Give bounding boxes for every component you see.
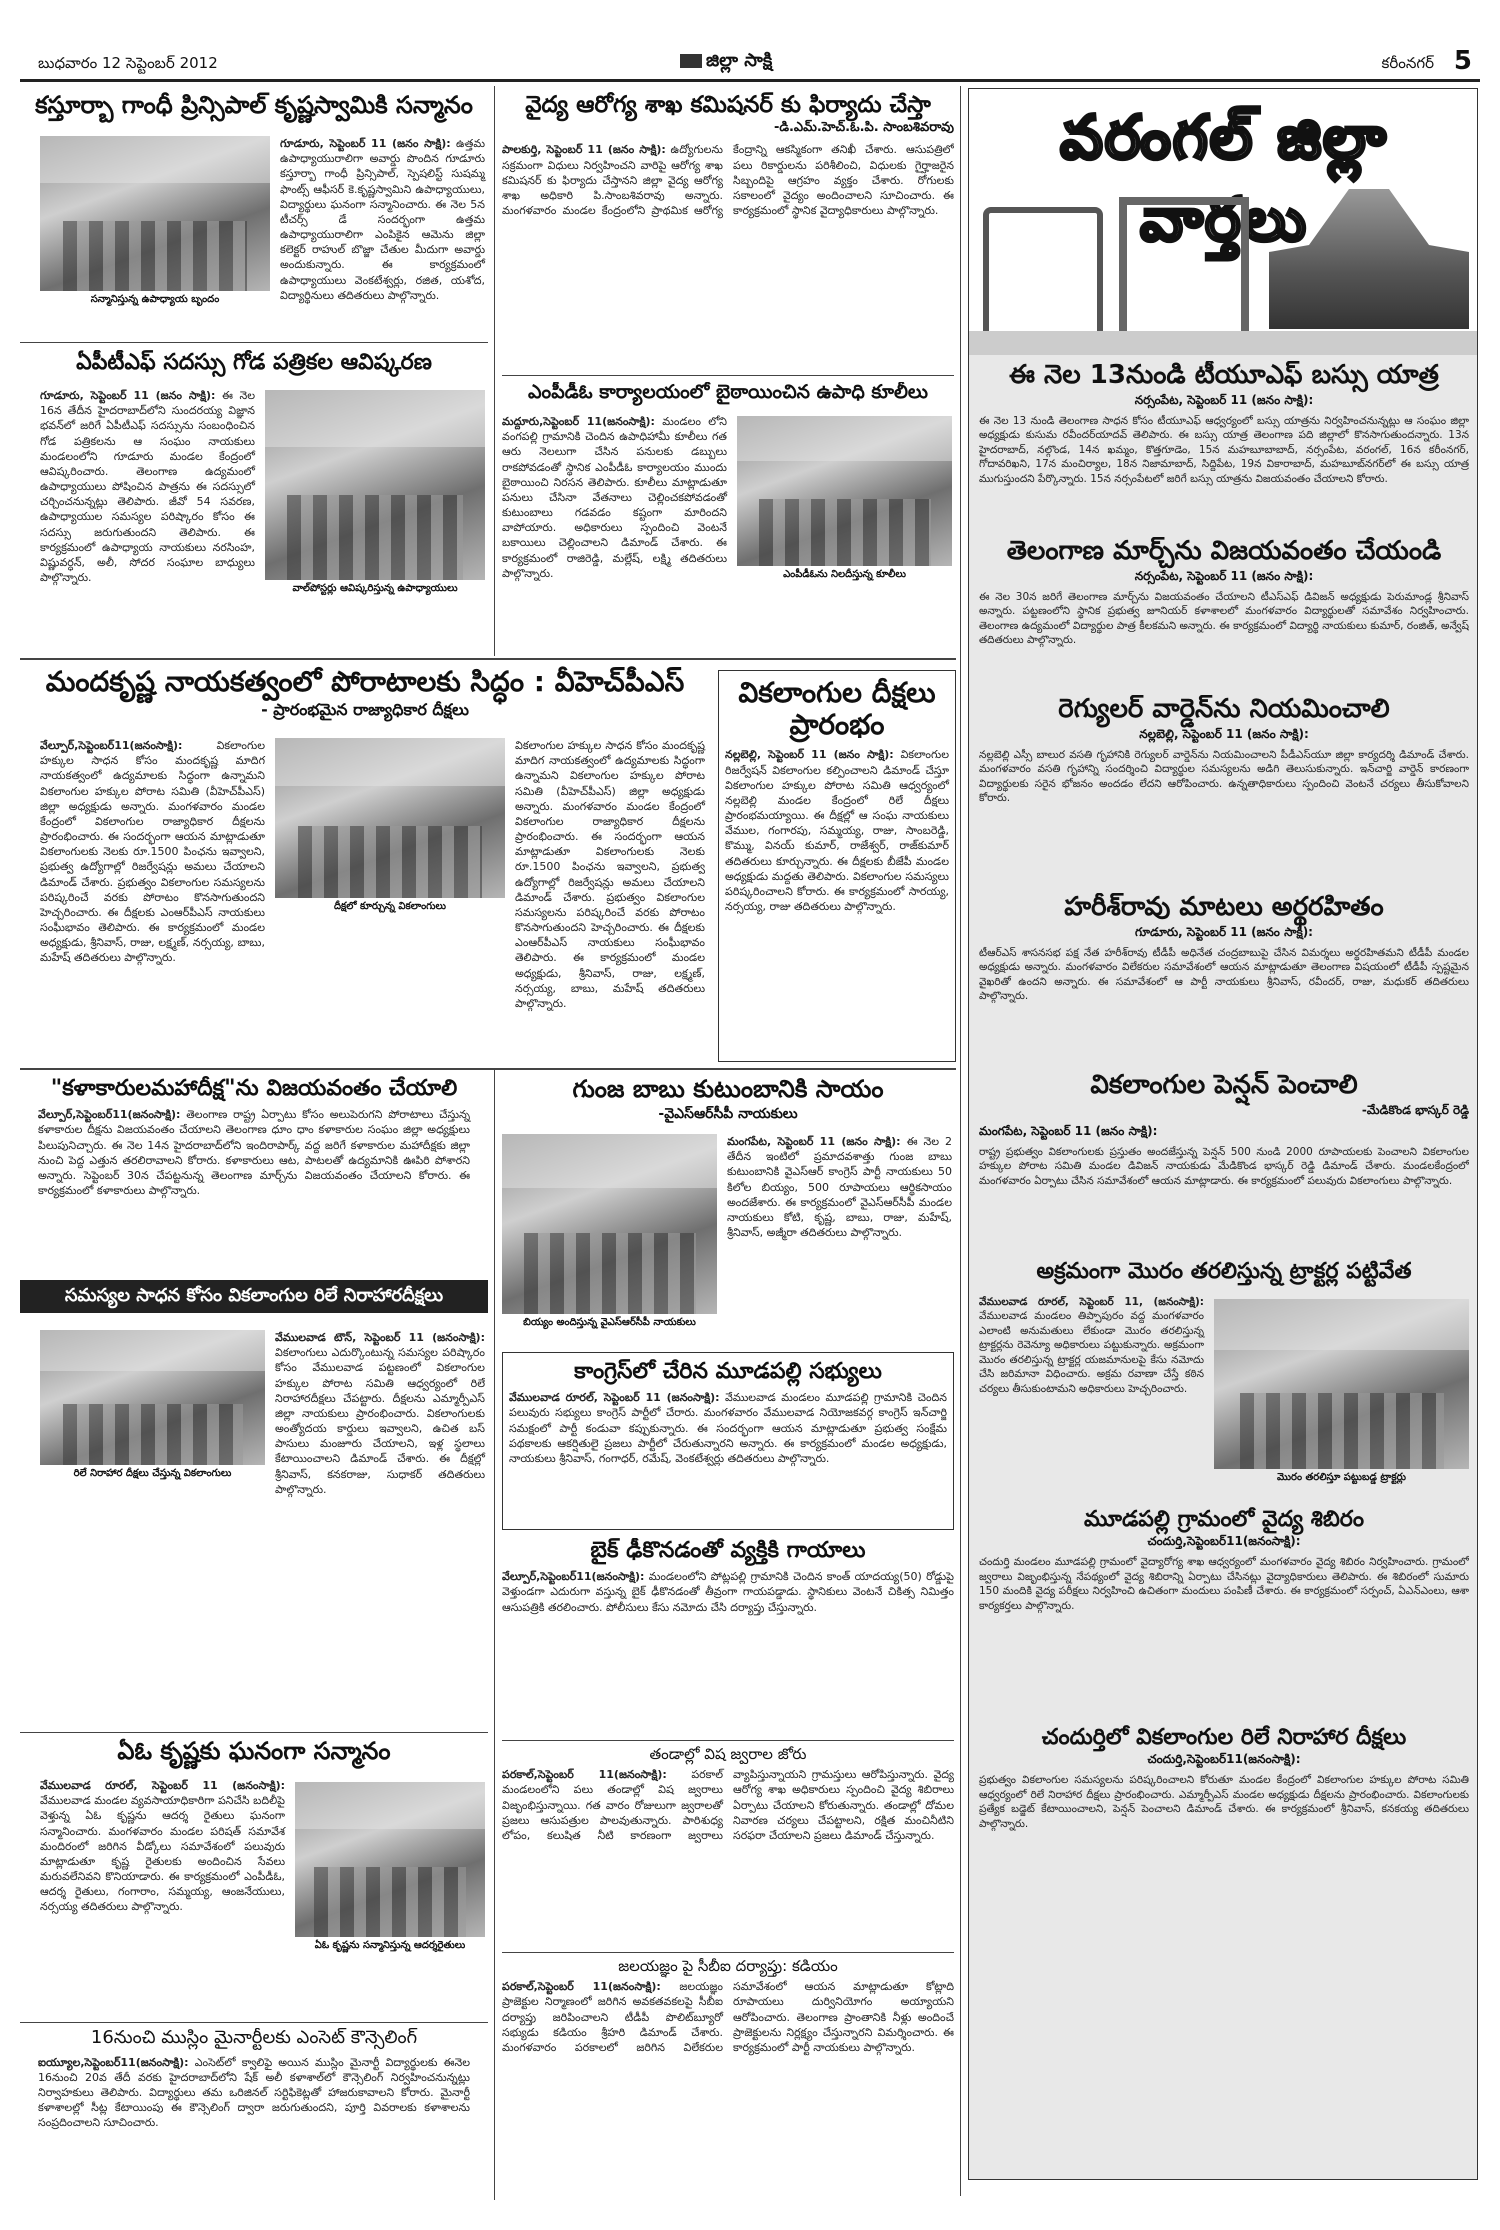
story-body [727,1134,952,1240]
body-text: తెలంగాణ రాష్ట్ర ఏర్పాటు కోసం అలుపెరుగని పోరాటాలు చేస్తున్న కళాకారుల దీక్షను విజయవంతం చేయాలని తెలంగాణ ధూం ధాం కళాకారుల సంఘం జిల్లా అధ్యక్షులు పిలుపునిచ్చారు. ఈ నెల 14న హైదరాబాద్‌లోని ఇందిరాపార్క్ వద్ద జరిగే కళాకారుల మహాదీక్షకు జిల్లా నుంచి పెద్ద ఎత్తున తరలిరావాలని కోరారు. కళాకారులు ఆట, పాటలతో ఉద్యమానికి ఊపిరి పోశారని అన్నారు. సెప్టెంబర్ 30న చేపట్టనున్న తెలంగాణ మార్చ్‌ను విజయవంతం చేయాలని కోరారు. ఈ కార్యక్రమంలో కళాకారులు పాల్గొన్నారు. [38,1108,470,1198]
ground-strip [969,331,1478,355]
caption: ఏఓ కృష్ణను సన్మానిస్తున్న ఆదర్శరైతులు [314,1940,466,1951]
body-text-cont: వికలాంగుల హక్కుల సాధన కోసం మందకృష్ణ మాదిగ నాయకత్వంలో ఉద్యమాలకు సిద్ధంగా ఉన్నామని వికలాంగుల హక్కుల పోరాట సమితి (వీహెచ్‌పీఎస్) జిల్లా అధ్యక్షుడు అన్నారు. మంగళవారం మండల కేంద్రంలో వికలాంగుల రాజ్యాధికార దీక్షలను ప్రారంభించారు. ఈ సందర్భంగా ఆయన మాట్లాడుతూ వికలాంగులకు నెలకు రూ.1500 పింఛను ఇవ్వాలని, ప్రభుత్వ ఉద్యోగాల్లో రిజర్వేషన్లు అమలు చేయాలని డిమాండ్ చేశారు. ప్రభుత్వం వికలాంగుల సమస్యలను పరిష్కరించే వరకు పోరాటం కొనసాగుతుందని హెచ్చరించారు. ఈ దీక్షలకు ఎంఆర్‌పీఎస్ నాయకులు సంఘీభావం తెలిపారు. ఈ కార్యక్రమంలో మండల అధ్యక్షుడు, శ్రీనివాస్, రాజు, లక్ష్మణ్, నర్సయ్య, బాబు, మహేష్ తదితరులు పాల్గొన్నారు. [515,739,705,1010]
headline: తెలంగాణ మార్చ్‌ను విజయవంతం చేయండి [1006,537,1442,566]
headline: కాంగ్రెస్‌లో చేరిన మూడపల్లి సభ్యులు [574,1359,882,1384]
brand-logo-icon [680,54,702,68]
story-body [275,1330,485,1720]
caption: సన్మానిస్తున్న ఉపాధ్యాయ బృందం [90,294,220,305]
photo [295,1782,485,1937]
headline: 16నుంచి ముస్లిం మైనార్టీలకు ఎంసెట్ కౌన్సెలింగ్ [90,2028,418,2048]
issue-date: బుధవారం 12 సెప్టెంబర్ 2012 [38,54,218,72]
page-number: 5 [1453,46,1472,76]
story-body [20,2055,488,2131]
story-body [20,1107,488,1198]
headline: "కళాకారులమహాదీక్ష"ను విజయవంతం చేయాలి [50,1076,458,1101]
headline: ఈ నెల 13నుండి టీయూఎఫ్ బస్సు యాత్ర [1009,361,1439,390]
story-artists [20,1076,488,1276]
body-text: పరకాల్ మండలంలోని పలు తండాల్లో విష జ్వరాలు విజృంభిస్తున్నాయి. గత వారం రోజులుగా జ్వరాలతో ప్రజలు ఆసుపత్రుల పాలవుతున్నారు. పారిశుధ్య లోపం, కలుషిత నీటి కారణంగా జ్వరాలు వ్యాపిస్తున్నాయని గ్రామస్తులు ఆరోపిస్తున్నారు. వైద్య ఆరోగ్య శాఖ అధికారులు స్పందించి వైద్య శిబిరాలు ఏర్పాటు చేయాలని కోరుతున్నారు. తండాల్లో దోమల నివారణ చర్యలు చేపట్టాలని, రక్షిత మంచినీటిని సరఫరా చేయాలని ప్రజలు డిమాండ్ చేస్తున్నారు. [502,1768,954,1842]
body-text: ఈ నెల 2 తేదీన ఇంటిలో ప్రమాదవశాత్తు గుంజ బాబు కుటుంబానికి వైఎస్ఆర్ కాంగ్రెస్ పార్టీ నాయకులు 50 కిలోల బియ్యం, 500 రూపాయలు ఆర్థికసాయం అందజేశారు. ఈ కార్యక్రమంలో వైఎస్ఆర్‌సీపీ మండల నాయకులు కోటి, కృష్ణ, బాబు, రాజు, మహేష్, శ్రీనివాస్, అజ్మీరా తదితరులు పాల్గొన్నారు. [727,1135,953,1240]
dateline: పరకాల్,సెప్టెంబర్ 11(జనంసాక్షి): [502,1768,667,1782]
sidebar-story [979,1071,1469,1251]
body-text: ఈ నెల 13 నుండి తెలంగాణ సాధన కోసం టీయూఎఫ్ ఆధ్వర్యంలో బస్సు యాత్రను నిర్వహించనున్నట్లు ఆ సంఘం జిల్లా అధ్యక్షుడు కుసుమ రవీందర్‌యాదవ్ తెలిపారు. ఈ బస్సు యాత్ర తెలంగాణ పది జిల్లాలో కొనసాగుతుందన్నారు. 13న హైదరాబాద్, నల్గొండ, 14న ఖమ్మం, కొత్తగూడెం, 15న మహబూబాబాద్, నర్సంపేట, వరంగల్, 16న కరీంనగర్, గోదావరిఖని, 17న మంచిర్యాల, 18న నిజామాబాద్, సిద్దిపేట, 19న వికారాబాద్, మహబూబ్‌నగర్‌లో ఈ బస్సు యాత్ర ముగుస్తుందని పేర్కొన్నారు. 15న నర్సంపేటలో జరిగే బస్సు యాత్రను విజయవంతం చేయాలని కోరారు. [979,414,1469,485]
story-mpdo-protest [502,382,954,652]
kakatiya-arch-icon [983,207,1103,331]
body-text: రాష్ట్ర ప్రభుత్వం వికలాంగులకు ప్రస్తుతం అందజేస్తున్న పెన్షన్ 500 నుండి 2000 రూపాయలకు పెంచాలని వికలాంగుల హక్కుల పోరాట సమితి మండల డివిజన్ నాయకుడు మేడికొండ భాస్కర్ రెడ్డి డిమాండ్ చేశారు. మండలకేంద్రంలో మంగళవారం ఏర్పాటు చేసిన సమావేశంలో ఆయన మాట్లాడారు. ఈ కార్యక్రమంలో పలువురు వికలాంగులు పాల్గొన్నారు. [979,1145,1469,1187]
story-body [979,1295,1204,1396]
headline: ఏఓ కృష్ణకు ఘనంగా సన్మానం [117,1738,391,1765]
body-text: వికలాంగులు ఎదుర్కొంటున్న సమస్యల పరిష్కారం కోసం వేములవాడ పట్టణంలో వికలాంగుల హక్కుల పోరాట సమితి ఆధ్వర్యంలో రిలే నిరాహారదీక్షలు చేపట్టారు. దీక్షలను ఎమ్మార్పీఎస్ జిల్లా నాయకులు ప్రారంభించారు. వికలాంగులకు అంత్యోదయ కార్డులు ఇవ్వాలని, ఉచిత బస్ పాసులు మంజూరు చేయాలని, ఇళ్ల స్థలాలు కేటాయించాలని డిమాండ్ చేశారు. ఈ దీక్షల్లో శ్రీనివాస్, కనకరాజు, సుధాకర్ తదితరులు పాల్గొన్నారు. [275,1346,485,1496]
byline: -డి.ఎమ్.హెచ్.ఓ.పి. సాంబశివరావు [773,120,954,136]
tractor-photo [1214,1299,1469,1469]
dateline: వేములవాడ రూరల్, సెప్టెంబర్ 11, (జనంసాక్షి): [979,1296,1204,1308]
dateline: నర్సంపేట, సెప్టెంబర్ 11 (జనం సాక్షి): [1134,568,1314,583]
headline: ఎంపీడీఓ కార్యాలయంలో బైఠాయించిన ఉపాధి కూలీలు [528,382,928,403]
brand-name: జిల్లా సాక్షి [706,50,773,71]
body-text: జలయజ్ఞం ప్రాజెక్టుల నిర్మాణంలో జరిగిన అవకతవకలపై సీబీఐ దర్యాప్తు జరిపించాలని టీడీపీ పొలిట్‌బ్యూరో సభ్యుడు కడియం శ్రీహరి డిమాండ్ చేశారు. మంగళవారం పరకాలలో జరిగిన విలేకరుల సమావేశంలో ఆయన మాట్లాడుతూ కోట్లాది రూపాయలు దుర్వినియోగం అయ్యాయని ఆరోపించారు. తెలంగాణ ప్రాంతానికి నీళ్లు అందించే ప్రాజెక్టులను నిర్లక్ష్యం చేస్తున్నారని విమర్శించారు. ఈ కార్యక్రమంలో పార్టీ నాయకులు పాల్గొన్నారు. [502,1980,954,2054]
masthead [20,20,1480,82]
story-kasturba [20,92,488,342]
body-text: ఉద్యోగులను సక్రమంగా విధులు నిర్వహించని వారిపై ఆరోగ్య శాఖ కమిషనర్ కు ఫిర్యాదు చేస్తానని జిల్లా వైద్య ఆరోగ్య శాఖ అధికారి పి.సాంబశివరావు అన్నారు. మంగళవారం మండల కేంద్రంలోని ప్రాథమిక ఆరోగ్య కేంద్రాన్ని ఆకస్మికంగా తనిఖీ చేశారు. ఆసుపత్రిలో పలు రికార్డులను పరిశీలించి, విధులకు గైర్హాజరైన సిబ్బందిపై ఆగ్రహం వ్యక్తం చేశారు. రోగులకు సకాలంలో వైద్యం అందించాలని సూచించారు. ఈ కార్యక్రమంలో స్థానిక వైద్యాధికారులు పాల్గొన్నారు. [502,143,954,218]
body-text: చందుర్తి మండలం మూడపల్లి గ్రామంలో వైద్యారోగ్య శాఖ ఆధ్వర్యంలో మంగళవారం వైద్య శిబిరం నిర్వహించారు. గ్రామంలో జ్వరాలు విజృంభిస్తున్న నేపథ్యంలో వైద్య శిబిరాన్ని ఏర్పాటు చేసినట్లు వైద్యాధికారులు తెలిపారు. ఈ శిబిరంలో సుమారు 150 మందికి వైద్య పరీక్షలు నిర్వహించి ఉచితంగా మందులు పంపిణీ చేశారు. ఈ కార్యక్రమంలో సర్పంచ్, ఏఎన్ఎంలు, ఆశా కార్యకర్తలు పాల్గొన్నారు. [979,1556,1469,1612]
headline: సమస్యల సాధన కోసం వికలాంగుల రిలే నిరాహారదీక్షలు [20,1280,488,1313]
dateline: వేములవాడ రూరల్, సెప్టెంబర్ 11 (జనంసాక్షి): [40,1779,285,1792]
story-bike-accident [502,1538,954,1668]
caption: ఎంపీడీఓను నిలదీస్తున్న కూలీలు [783,569,906,580]
headline: జలయజ్ఞం పై సీబీఐ దర్యాప్తు: కడియం [618,1958,838,1975]
dateline: వేల్పూర్,సెప్టెంబర్11(జనంసాక్షి): [502,1570,645,1584]
photo [265,390,485,580]
body-text: మండలం లోని వంగపల్లి గ్రామానికి చెందిన ఉపాధిహామీ కూలీలు గత ఆరు నెలలుగా చేసిన పనులకు డబ్బులు రాకపోవడంతో స్థానిక ఎంపీడీఓ కార్యాలయం ముందు బైఠాయించి నిరసన తెలిపారు. కూలీలు మాట్లాడుతూ పనులు చేసినా వేతనాలు చెల్లించకపోవడంతో కుటుంబాలు గడవడం కష్టంగా మారిందని వాపోయారు. అధికారులు స్పందించి వెంటనే బకాయిలు చెల్లించాలని డిమాండ్ చేశారు. ఈ కార్యక్రమంలో రాజిరెడ్డి, మల్లేష్, లక్ష్మి తదితరులు పాల్గొన్నారు. [502,415,728,580]
dateline: గూడూరు, సెప్టెంబర్ 11 (జనం సాక్షి): [280,137,451,150]
body-text: నల్లబెల్లి ఎస్సీ బాలుర వసతి గృహానికి రెగ్యులర్ వార్డెన్‌ను నియమించాలని పీడీఎస్‌యూ జిల్లా కార్యదర్శి డిమాండ్ చేశారు. మంగళవారం వసతి గృహాన్ని సందర్శించి విద్యార్థుల సమస్యలను అడిగి తెలుసుకున్నారు. ఇన్‌చార్జి వార్డెన్ కారణంగా విద్యార్థులకు సరైన భోజనం అందడం లేదని ఆరోపించారు. ఉన్నతాధికారులు స్పందించి వెంటనే చర్యలు తీసుకోవాలని కోరారు. [979,748,1469,805]
photo [502,1134,717,1314]
photo [275,738,505,898]
dateline: గూడూరు, సెప్టెంబర్ 11 (జనం సాక్షి): [1135,924,1313,939]
story-fevers [502,1746,954,1946]
dateline: గూడూరు, సెప్టెంబర్ 11 (జనం సాక్షి): [40,389,216,402]
caption: వాల్‌పోస్టర్లు ఆవిష్కరిస్తున్న ఉపాధ్యాయులు [292,583,458,594]
headline: హరీశ్‌రావు మాటలు అర్థరహితం [1064,893,1384,922]
headline: మూడపల్లి గ్రామంలో వైద్య శిబిరం [1083,1507,1364,1532]
headline: రెగ్యులర్ వార్డెన్‌ను నియమించాలి [1058,695,1390,724]
caption: రిలే నిరాహార దీక్షలు చేస్తున్న వికలాంగులు [73,1468,232,1479]
dateline: నల్లబెల్లి, సెప్టెంబర్ 11 (జనం సాక్షి): [1139,726,1309,741]
dateline: వేల్పూర్,సెప్టెంబర్11(జనంసాక్షి): [40,739,183,752]
story-body [502,142,954,352]
dateline: వేములవాడ రూరల్, సెప్టెంబర్ 11 (జనంసాక్షి): [509,1391,720,1405]
story-body [40,388,255,585]
body-text: ఎంసెట్‌లో క్వాలిఫై అయిన ముస్లిం మైనార్టీ విద్యార్థులకు ఈనెల 16నుంచి 20వ తేదీ వరకు హైదరాబాద్‌లోని షేక్ అలీ కళాశాల్‌లో కౌన్సెలింగ్ నిర్వహించనున్నట్లు నిర్వాహకులు తెలిపారు. విద్యార్థులు తమ ఒరిజినల్ సర్టిఫికెట్లతో హాజరుకావాలని కోరారు. మైనార్టీ కళాశాలల్లో సీట్ల కేటాయింపు ఈ కౌన్సెలింగ్ ద్వారా జరుగుతుందని, పూర్తి వివరాలకు కళాశాలను సంప్రదించాలని సూచించారు. [38,2055,470,2130]
caption: దీక్షలో కూర్చున్న వికలాంగులు [333,901,447,912]
story-disabled-protest [718,670,956,1062]
dateline: నర్సంపేట, సెప్టెంబర్ 11 (జనం సాక్షి): [1134,392,1314,407]
body-text: ప్రభుత్వం వికలాంగుల సమస్యలను పరిష్కరించాలని కోరుతూ మండల కేంద్రంలో వికలాంగుల హక్కుల పోరాట సమితి ఆధ్వర్యంలో రిలే నిరాహార దీక్షలు ప్రారంభించారు. ఎమ్మార్పీఎస్ మండల అధ్యక్షుడు దీక్షలను ప్రారంభించారు. వికలాంగులకు ప్రత్యేక బడ్జెట్ కేటాయించాలని, పెన్షన్ పెంచాలని డిమాండ్ చేశారు. ఈ కార్యక్రమంలో శ్రీనివాస్, కనకయ్య తదితరులు పాల్గొన్నారు. [979,1774,1469,1830]
headline: కస్తూర్బా గాంధీ ప్రిన్సిపాల్ కృష్ణస్వామికి సన్మానం [35,92,473,119]
sidebar-story [979,893,1469,1063]
story-body [502,1979,954,2189]
byline: -మేడికొండ భాస్కర్ రెడ్డి [1361,1102,1469,1117]
story-relay-hunger [20,1280,488,1728]
sidebar-story [979,1507,1469,1717]
dateline: చందుర్తి,సెప్టెంబర్11(జనంసాక్షి): [1147,1752,1301,1767]
story-gunja-babu [502,1076,954,1344]
story-body [502,414,727,581]
dateline: మద్దూరు,సెప్టెంబర్ 11(జనంసాక్షి): [502,415,655,428]
headline: వికలాంగుల పెన్షన్ పెంచాలి [1090,1071,1358,1100]
body-text: వేములవాడ మండల వ్యవసాయాధికారిగా పనిచేసి బదిలీపై వెళ్తున్న ఏఓ కృష్ణను ఆదర్శ రైతులు ఘనంగా సన్మానించారు. మంగళవారం మండల పరిషత్ సమావేశ మందిరంలో జరిగిన వీడ్కోలు సమావేశంలో పలువురు మాట్లాడుతూ కృష్ణ రైతులకు అందించిన సేవలు మరువలేనివని కొనియాడారు. ఈ కార్యక్రమంలో ఎంపీడీఓ, ఆదర్శ రైతులు, గంగారాం, సమ్మయ్య, ఆంజనేయులు, నర్సయ్య తదితరులు పాల్గొన్నారు. [40,1794,285,1914]
photo [40,136,270,291]
kakatiya-arch-icon [1119,197,1249,331]
sidebar-story [979,695,1469,885]
body-text: ఈ నెల 16న తేదీన హైదరాబాద్‌లోని సుందరయ్య విజ్ఞాన భవన్‌లో జరిగే ఏపీటీఎఫ్ సదస్సును సంబంధించిన గోడ పత్రికలను ఆ సంఘం నాయకులు మండలంలోని గూడూరు మండల కేంద్రంలో ఆవిష్కరించారు. తెలంగాణ ఉద్యమంలో ఉపాధ్యాయులు పోషించిన పాత్రను ఈ సదస్సులో చర్చించనున్నట్లు తెలిపారు. జీవో 54 సవరణ, ఉపాధ్యాయుల సమస్యల పరిష్కారం కోసం ఈ సదస్సు జరుగుతుందని తెలిపారు. ఈ కార్యక్రమంలో ఉపాధ్యాయ నాయకులు నరసింహ, విష్ణువర్ధన్, అలీ, సోదర సంఘాల బాధ్యులు పాల్గొన్నారు. [40,389,256,585]
body-text: వికలాంగుల రిజర్వేషన్ వికలాంగుల కల్పించాలని డిమాండ్ చేస్తూ వికలాంగుల హక్కుల పోరాట సమితి ఆధ్వర్యంలో నల్లబెల్లి మండల కేంద్రంలో రిలే దీక్షలు ప్రారంభమయ్యాయి. ఈ దీక్షల్లో ఆ సంఘ నాయకులు వేముల, గంగారపు, సమ్మయ్య, రాజు, సాంబరెడ్డి, కొమ్ము, వినయ్ కుమార్, రాజేశ్వర్, రాజ్‌కుమార్ తదితరులు కూర్చున్నారు. ఈ దీక్షలకు బీజేపీ మండల అధ్యక్షుడు మద్దతు తెలిపారు. వికలాంగుల సమస్యలు పరిష్కరించాలని కోరారు. ఈ కార్యక్రమంలో సారయ్య, నర్సయ్య, రాజు తదితరులు పాల్గొన్నారు. [725,748,949,914]
dateline: చందుర్తి,సెప్టెంబర్11(జనంసాక్షి): [1147,1534,1301,1549]
story-congress-join [502,1352,954,1530]
sidebar-story [979,361,1469,531]
story-vhps [20,666,710,1066]
photo [737,416,952,566]
headline: వికలాంగుల దీక్షలు ప్రారంభం [738,676,936,742]
story-body [725,747,949,914]
dateline: పరకాల్,సెప్టెంబర్ 11(జనంసాక్షి): [502,1980,661,1994]
story-body [502,1767,954,1937]
headline: బైక్ ఢీకొనడంతో వ్యక్తికి గాయాలు [590,1538,866,1563]
dateline: ఐయ్యూల,సెప్టెంబర్11(జనంసాక్షి): [38,2055,189,2069]
section-title: వరంగల్ జిల్లా వార్తలు [1060,103,1388,255]
story-minority-counselling [20,2028,488,2200]
section-banner [969,89,1478,355]
story-body [280,136,485,303]
warangal-sidebar [968,88,1478,2180]
sidebar-story [979,537,1469,687]
byline: -వైఎస్ఆర్‌సీపీ నాయకులు [658,1105,798,1122]
headline: అక్రమంగా మొరం తరలిస్తున్న ట్రాక్టర్ల పట్టివేత [1036,1259,1412,1284]
story-health-commissioner [502,92,954,372]
sidebar-story [979,1725,1469,2175]
body-text: వేములవాడ మండలం తిప్పాపురం వద్ద మంగళవారం ఎలాంటి అనుమతులు లేకుండా మొరం తరలిస్తున్న ట్రాక్టర్లను రెవెన్యూ అధికారులు పట్టుకున్నారు. అక్రమంగా మొరం తరలిస్తున్న ట్రాక్టర్ల యజమానులపై కేసు నమోదు చేసి జరిమానా విధించారు. అక్రమ రవాణా చేస్తే కఠిన చర్యలు తీసుకుంటామని అధికారులు హెచ్చరించారు. [979,1310,1204,1395]
headline: వైద్య ఆరోగ్య శాఖ కమిషనర్ కు ఫిర్యాదు చేస్తా [525,92,931,118]
story-aptf [20,350,488,650]
story-ao-krishna [20,1738,488,2018]
body-text: వికలాంగుల హక్కుల సాధన కోసం మందకృష్ణ మాదిగ నాయకత్వంలో ఉద్యమాలకు సిద్ధంగా ఉన్నామని వికలాంగుల హక్కుల పోరాట సమితి (వీహెచ్‌పీఎస్) జిల్లా అధ్యక్షుడు అన్నారు. మంగళవారం మండల కేంద్రంలో వికలాంగుల రాజ్యాధికార దీక్షలను ప్రారంభించారు. ఈ సందర్భంగా ఆయన మాట్లాడుతూ వికలాంగులకు నెలకు రూ.1500 పింఛను ఇవ్వాలని, ప్రభుత్వ ఉద్యోగాల్లో రిజర్వేషన్లు అమలు చేయాలని డిమాండ్ చేశారు. ప్రభుత్వం వికలాంగుల సమస్యలను పరిష్కరించే వరకు పోరాటం కొనసాగుతుందని హెచ్చరించారు. ఈ దీక్షలకు ఎంఆర్‌పీఎస్ నాయకులు సంఘీభావం తెలిపారు. ఈ కార్యక్రమంలో మండల అధ్యక్షుడు, శ్రీనివాస్, రాజు, లక్ష్మణ్, నర్సయ్య, బాబు, మహేష్ తదితరులు పాల్గొన్నారు. [40,739,265,965]
story-body-col2 [515,738,705,1058]
brand [680,50,772,75]
story-body [502,1569,954,1615]
dateline: వేల్పూర్,సెప్టెంబర్11(జనంసాక్షి): [38,1108,181,1122]
story-body [40,1778,285,1915]
dateline: పాలకుర్తి, సెప్టెంబర్ 11 (జనం సాక్షి): [502,143,666,157]
sidebar-story [979,1259,1469,1499]
body-text: టీఆర్ఎస్ శాసనసభ పక్ష నేత హరీశ్‌రావు టీడీపీ అధినేత చంద్రబాబుపై చేసిన విమర్శలు అర్థరహితమని టీడీపీ మండల అధ్యక్షుడు అన్నారు. మంగళవారం విలేకరుల సమావేశంలో ఆయన మాట్లాడుతూ తెలంగాణ విషయంలో టీడీపీ స్పష్టమైన వైఖరితో ఉందని అన్నారు. ఈ సమావేశంలో ఆ పార్టీ నాయకులు శ్రీనివాస్, రవీందర్, రాజు, మధుకర్ తదితరులు పాల్గొన్నారు. [979,946,1469,1003]
dateline: నల్లబెల్లి, సెప్టెంబర్ 11 (జనం సాక్షి): [725,748,894,762]
dateline: వేములవాడ టౌన్, సెప్టెంబర్ 11 (జనంసాక్షి): [275,1331,485,1344]
story-body-col1 [40,738,265,1058]
photo [40,1330,265,1465]
headline: మందకృష్ణ నాయకత్వంలో పోరాటాలకు సిద్ధం : వీహెచ్‌పీఎస్ [45,666,685,698]
headline: తండాల్లో విష జ్వరాల జోరు [649,1746,807,1763]
dateline: మంగపేట, సెప్టెంబర్ 11 (జనం సాక్షి): [727,1135,901,1148]
body-text: ఈ నెల 30న జరిగే తెలంగాణ మార్చ్‌ను విజయవంతం చేయాలని టీఎస్‌ఎఫ్ డివిజన్ అధ్యక్షుడు పెరుమాండ్ల శ్రీనివాస్ అన్నారు. పట్టణంలోని స్థానిక ప్రభుత్వ జూనియర్ కళాశాలలో మంగళవారం విద్యార్థులతో సమావేశం నిర్వహించారు. తెలంగాణ ఉద్యమంలో విద్యార్థుల పాత్ర కీలకమని అన్నారు. ఈ కార్యక్రమంలో విద్యార్థి నాయకులు కుమార్, రంజిత్, అన్వేష్ తదితరులు పాల్గొన్నారు. [979,590,1469,647]
body-text: వేములవాడ మండలం మూడపల్లి గ్రామానికి చెందిన పలువురు సభ్యులు కాంగ్రెస్ పార్టీలో చేరారు. మంగళవారం వేములవాడ నియోజకవర్గ కాంగ్రెస్ ఇన్‌చార్జి సమక్షంలో పార్టీ కండువా కప్పుకున్నారు. ఈ సందర్భంగా ఆయన మాట్లాడుతూ ప్రభుత్వ సంక్షేమ పథకాలకు ఆకర్షితులై ప్రజలు పార్టీలో చేరుతున్నారని అన్నారు. ఈ కార్యక్రమంలో మండల అధ్యక్షుడు, నాయకులు శ్రీనివాస్, గంగాధర్, రమేష్, వెంకటేశ్వర్లు తదితరులు పాల్గొన్నారు. [509,1391,948,1465]
caption: మొరం తరలిస్తూ పట్టుబడ్డ ట్రాక్టర్లు [1276,1472,1407,1483]
subhead: - ప్రారంభమైన రాజ్యాధికార దీక్షలు [261,700,469,720]
headline: చందుర్తిలో వికలాంగుల రిలే నిరాహార దీక్షలు [1041,1725,1407,1750]
headline: ఏపీటీఎఫ్ సదస్సు గోడ పత్రికల ఆవిష్కరణ [76,350,432,375]
body-text: ఉత్తమ ఉపాధ్యాయురాలిగా అవార్డు పొందిన గూడూరు కస్తూర్బా గాంధీ ప్రిన్సిపాల్, స్పెషలిస్ట్ సుషమ్మ ఫాంట్స్ ఆఫీసర్ కె.కృష్ణస్వామిని ఉపాధ్యాయులు, విద్యార్థులు ఘనంగా సన్మానించారు. ఈ నెల 5న టీచర్స్ డే సందర్భంగా ఉత్తమ ఉపాధ్యాయురాలిగా ఎంపికైన ఆమెను జిల్లా కలెక్టర్ రాహుల్ బొజ్జా చేతుల మీదుగా అవార్డు అందుకున్నారు. ఈ కార్యక్రమంలో ఉపాధ్యాయులు వెంకటేశ్వర్లు, రజిత, యశోద, విద్యార్థినులు తదితరులు పాల్గొన్నారు. [280,137,485,302]
caption: బియ్యం అందిస్తున్న వైఎస్ఆర్‌సీపీ నాయకులు [523,1317,696,1328]
body-text: మండలంలోని పోట్లపల్లి గ్రామానికి చెందిన కాంత్ యాదయ్య(50) రోడ్డుపై వెళ్తుండగా ఎదురుగా వస్తున్న బైక్ ఢీకొనడంతో తీవ్రంగా గాయపడ్డాడు. స్థానికులు వెంటనే చికిత్స నిమిత్తం ఆసుపత్రికి తరలించారు. పోలీసులు కేసు నమోదు చేసి దర్యాప్తు చేస్తున్నారు. [502,1570,954,1614]
story-jalayagnam [502,1958,954,2198]
district-name: కరీంనగర్ [1381,54,1434,72]
story-body [509,1390,947,1466]
dateline: మంగపేట, సెప్టెంబర్ 11 (జనం సాక్షి): [979,1123,1158,1138]
headline: గుంజ బాబు కుటుంబానికి సాయం [572,1076,884,1103]
